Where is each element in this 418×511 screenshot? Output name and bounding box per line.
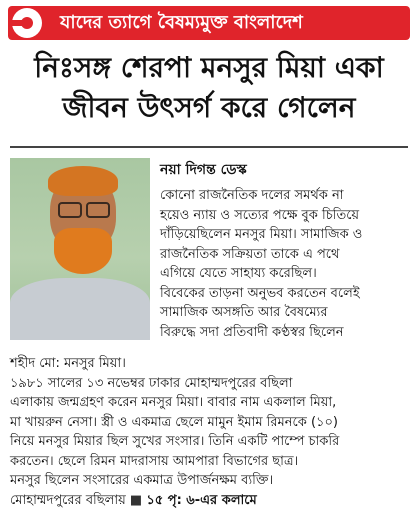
text-line: মনসুর ছিলেন সংসারের একমাত্র উপার্জনক্ষম ব্যক্তি। bbox=[10, 473, 274, 488]
text-line: মা খায়রুন নেসা। স্ত্রী ও একমাত্র ছেলে মামুন ইমাম রিমনকে (১০) bbox=[10, 414, 338, 430]
text-line: শহীদ মো: মনসুর মিয়া। bbox=[10, 356, 126, 371]
article-column bbox=[160, 160, 410, 342]
text-line: এগিয়ে যেতে সাহায্য করেছিল। bbox=[160, 266, 317, 281]
section-banner bbox=[8, 6, 410, 40]
byline: নয়া দিগন্ত ডেস্ক bbox=[160, 162, 247, 178]
headline-line-1: নিঃসঙ্গ শেরপা মনসুর মিয়া একা bbox=[34, 51, 384, 84]
text-line: ১৯৮১ সালের ১৩ নভেম্বর ঢাকার মোহাম্মদপুরের বছিলা bbox=[10, 375, 293, 391]
jump-marker-icon: ■ bbox=[129, 492, 143, 508]
divider bbox=[10, 146, 408, 148]
text-line: বিরুদ্ধে সদা প্রতিবাদী কণ্ঠস্বর ছিলেন bbox=[160, 324, 344, 340]
text-line: নিয়ে মনসুর মিয়ার ছিল সুখের সংসার। তিনি একটি পাম্পে চাকরি bbox=[10, 434, 340, 449]
headline-line-2: জীবন উৎসর্গ করে গেলেন bbox=[62, 91, 356, 124]
text-line: করতেন। ছেলে রিমন মাদরাসায় আমপারা বিভাগের ছাত্র। bbox=[10, 453, 299, 469]
text-fragment: মোহাম্মদপুরের বছিলায় bbox=[10, 492, 126, 508]
text-line: কোনো রাজনৈতিক দলের সমর্থক না bbox=[160, 188, 344, 203]
text-line: বিবেকের তাড়না অনুভব করতেন বলেই bbox=[160, 285, 360, 301]
text-line: হয়েও ন্যায় ও সত্যের পক্ষে বুক চিতিয়ে bbox=[160, 207, 360, 223]
intro-paragraph bbox=[160, 186, 410, 342]
portrait-photo bbox=[10, 158, 150, 340]
newspaper-logo-icon bbox=[12, 8, 42, 38]
banner-title: যাদের ত্যাগে বৈষম্যমুক্ত বাংলাদেশ bbox=[60, 12, 303, 33]
headline bbox=[10, 48, 408, 128]
continuation-line bbox=[10, 491, 410, 511]
text-line: রাজনৈতিক সক্রিয়তা তাকে এ পথে bbox=[160, 246, 340, 262]
text-line: সামাজিক অসঙ্গতি আর বৈষম্যের bbox=[160, 305, 328, 320]
article-body bbox=[10, 354, 410, 511]
page-jump-link[interactable]: ১৫ পৃ: ৬-এর কলামে bbox=[146, 492, 257, 508]
text-line: এলাকায় জন্মগ্রহণ করেন মনসুর মিয়া। বাবার নাম একলাল মিয়া, bbox=[10, 395, 337, 410]
text-line: দাঁড়িয়েছিলেন মনসুর মিয়া। সামাজিক ও bbox=[160, 227, 363, 242]
